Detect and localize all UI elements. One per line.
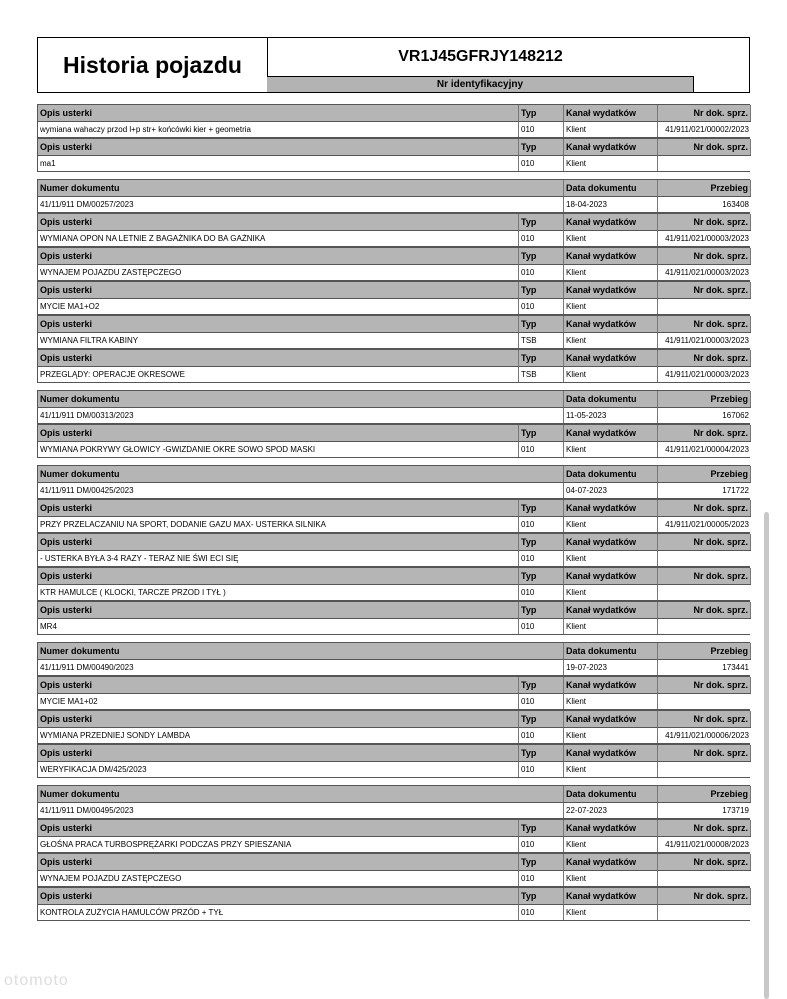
channel-header: Kanał wydatków bbox=[564, 105, 658, 121]
channel-value: Klient bbox=[564, 693, 658, 709]
fault-block bbox=[37, 104, 750, 138]
channel-value: Klient bbox=[564, 836, 658, 852]
channel-value: Klient bbox=[564, 441, 658, 457]
type-value: 010 bbox=[519, 230, 564, 246]
type-header: Typ bbox=[519, 105, 564, 121]
fault-desc-header: Opis usterki bbox=[38, 425, 519, 441]
sale-doc-value: 41/911/021/00006/2023 bbox=[658, 727, 751, 743]
fault-desc-value: WYMIANA FILTRA KABINY bbox=[38, 332, 519, 348]
fault-block bbox=[37, 533, 750, 567]
doc-date-value: 19-07-2023 bbox=[564, 659, 658, 675]
type-header: Typ bbox=[519, 745, 564, 761]
vin-number: VR1J45GFRJY148212 bbox=[398, 48, 563, 65]
doc-date-header: Data dokumentu bbox=[564, 643, 658, 659]
mileage-value: 163408 bbox=[658, 196, 751, 212]
channel-value: Klient bbox=[564, 332, 658, 348]
doc-number-header: Numer dokumentu bbox=[38, 786, 564, 802]
sale-doc-header: Nr dok. sprz. bbox=[658, 854, 751, 870]
fault-block bbox=[37, 710, 750, 744]
channel-header: Kanał wydatków bbox=[564, 568, 658, 584]
sale-doc-value bbox=[658, 761, 751, 777]
mileage-value: 167062 bbox=[658, 407, 751, 423]
channel-value: Klient bbox=[564, 298, 658, 314]
fault-desc-value: WYMIANA PRZEDNIEJ SONDY LAMBDA bbox=[38, 727, 519, 743]
sale-doc-value: 41/911/021/00005/2023 bbox=[658, 516, 751, 532]
channel-value: Klient bbox=[564, 264, 658, 280]
mileage-header: Przebieg bbox=[658, 180, 751, 196]
type-value: 010 bbox=[519, 550, 564, 566]
fault-desc-header: Opis usterki bbox=[38, 711, 519, 727]
fault-desc-value: WERYFIKACJA DM/425/2023 bbox=[38, 761, 519, 777]
sale-doc-header: Nr dok. sprz. bbox=[658, 139, 751, 155]
mileage-header: Przebieg bbox=[658, 466, 751, 482]
type-header: Typ bbox=[519, 214, 564, 230]
channel-value: Klient bbox=[564, 121, 658, 137]
sale-doc-header: Nr dok. sprz. bbox=[658, 316, 751, 332]
mileage-header: Przebieg bbox=[658, 786, 751, 802]
vin-label: Nr identyfikacyjny bbox=[267, 76, 694, 92]
fault-desc-header: Opis usterki bbox=[38, 745, 519, 761]
doc-number-value: 41/11/911 DM/00257/2023 bbox=[38, 196, 564, 212]
fault-desc-value: PRZY PRZELACZANIU NA SPORT, DODANIE GAZU MAX- USTERKA SILNIKA bbox=[38, 516, 519, 532]
doc-number-header: Numer dokumentu bbox=[38, 391, 564, 407]
document-block bbox=[37, 465, 750, 499]
channel-value: Klient bbox=[564, 550, 658, 566]
fault-block bbox=[37, 138, 750, 172]
watermark: otomoto bbox=[4, 972, 69, 989]
type-header: Typ bbox=[519, 350, 564, 366]
type-value: TSB bbox=[519, 332, 564, 348]
fault-block bbox=[37, 213, 750, 247]
channel-header: Kanał wydatków bbox=[564, 677, 658, 693]
type-value: 010 bbox=[519, 264, 564, 280]
channel-header: Kanał wydatków bbox=[564, 820, 658, 836]
channel-value: Klient bbox=[564, 761, 658, 777]
type-value: 010 bbox=[519, 516, 564, 532]
channel-header: Kanał wydatków bbox=[564, 425, 658, 441]
channel-header: Kanał wydatków bbox=[564, 282, 658, 298]
type-header: Typ bbox=[519, 820, 564, 836]
type-value: 010 bbox=[519, 727, 564, 743]
channel-header: Kanał wydatków bbox=[564, 602, 658, 618]
channel-header: Kanał wydatków bbox=[564, 854, 658, 870]
fault-desc-header: Opis usterki bbox=[38, 282, 519, 298]
sale-doc-value bbox=[658, 155, 751, 171]
type-header: Typ bbox=[519, 854, 564, 870]
fault-block bbox=[37, 853, 750, 887]
doc-number-value: 41/11/911 DM/00425/2023 bbox=[38, 482, 564, 498]
mileage-value: 173719 bbox=[658, 802, 751, 818]
document-block bbox=[37, 390, 750, 424]
fault-desc-header: Opis usterki bbox=[38, 248, 519, 264]
channel-header: Kanał wydatków bbox=[564, 214, 658, 230]
sale-doc-header: Nr dok. sprz. bbox=[658, 602, 751, 618]
type-header: Typ bbox=[519, 500, 564, 516]
fault-desc-value: wymiana wahaczy przod l+p str+ końcówki kier + geometria bbox=[38, 121, 519, 137]
type-header: Typ bbox=[519, 888, 564, 904]
doc-date-header: Data dokumentu bbox=[564, 466, 658, 482]
channel-value: Klient bbox=[564, 366, 658, 382]
sale-doc-header: Nr dok. sprz. bbox=[658, 214, 751, 230]
doc-number-value: 41/11/911 DM/00490/2023 bbox=[38, 659, 564, 675]
type-value: 010 bbox=[519, 693, 564, 709]
channel-header: Kanał wydatków bbox=[564, 500, 658, 516]
channel-value: Klient bbox=[564, 516, 658, 532]
channel-value: Klient bbox=[564, 727, 658, 743]
sale-doc-header: Nr dok. sprz. bbox=[658, 820, 751, 836]
sale-doc-value bbox=[658, 298, 751, 314]
channel-header: Kanał wydatków bbox=[564, 248, 658, 264]
sale-doc-value bbox=[658, 693, 751, 709]
fault-block bbox=[37, 567, 750, 601]
sale-doc-header: Nr dok. sprz. bbox=[658, 282, 751, 298]
sale-doc-header: Nr dok. sprz. bbox=[658, 425, 751, 441]
doc-number-header: Numer dokumentu bbox=[38, 643, 564, 659]
sale-doc-header: Nr dok. sprz. bbox=[658, 568, 751, 584]
fault-desc-value: WYNAJEM POJAZDU ZASTĘPCZEGO bbox=[38, 870, 519, 886]
sale-doc-header: Nr dok. sprz. bbox=[658, 500, 751, 516]
doc-date-value: 11-05-2023 bbox=[564, 407, 658, 423]
sale-doc-value bbox=[658, 618, 751, 634]
fault-desc-header: Opis usterki bbox=[38, 568, 519, 584]
type-header: Typ bbox=[519, 677, 564, 693]
type-value: 010 bbox=[519, 870, 564, 886]
type-header: Typ bbox=[519, 248, 564, 264]
mileage-header: Przebieg bbox=[658, 391, 751, 407]
fault-block bbox=[37, 744, 750, 778]
document-block bbox=[37, 642, 750, 676]
type-value: 010 bbox=[519, 618, 564, 634]
doc-date-value: 22-07-2023 bbox=[564, 802, 658, 818]
sale-doc-value bbox=[658, 870, 751, 886]
sale-doc-header: Nr dok. sprz. bbox=[658, 711, 751, 727]
fault-desc-value: MR4 bbox=[38, 618, 519, 634]
fault-block bbox=[37, 349, 750, 383]
fault-desc-value: GŁOŚNA PRACA TURBOSPRĘŻARKI PODCZAS PRZY SPIESZANIA bbox=[38, 836, 519, 852]
doc-date-value: 04-07-2023 bbox=[564, 482, 658, 498]
fault-block bbox=[37, 499, 750, 533]
page-title: Historia pojazdu bbox=[38, 38, 268, 92]
doc-number-value: 41/11/911 DM/00313/2023 bbox=[38, 407, 564, 423]
document-block bbox=[37, 785, 750, 819]
doc-date-header: Data dokumentu bbox=[564, 391, 658, 407]
type-header: Typ bbox=[519, 282, 564, 298]
channel-value: Klient bbox=[564, 155, 658, 171]
fault-desc-header: Opis usterki bbox=[38, 888, 519, 904]
fault-block bbox=[37, 281, 750, 315]
sale-doc-value bbox=[658, 550, 751, 566]
sale-doc-value bbox=[658, 904, 751, 920]
channel-value: Klient bbox=[564, 904, 658, 920]
fault-desc-value: MYCIE MA1+O2 bbox=[38, 298, 519, 314]
fault-desc-value: WYMIANA POKRYWY GŁOWICY -GWIZDANIE OKRE SOWO SPOD MASKI bbox=[38, 441, 519, 457]
fault-block bbox=[37, 601, 750, 635]
fault-desc-header: Opis usterki bbox=[38, 316, 519, 332]
type-header: Typ bbox=[519, 139, 564, 155]
channel-header: Kanał wydatków bbox=[564, 316, 658, 332]
sale-doc-value: 41/911/021/00004/2023 bbox=[658, 441, 751, 457]
fault-block bbox=[37, 676, 750, 710]
doc-date-value: 18-04-2023 bbox=[564, 196, 658, 212]
type-value: 010 bbox=[519, 155, 564, 171]
type-value: 010 bbox=[519, 441, 564, 457]
fault-desc-value: ma1 bbox=[38, 155, 519, 171]
channel-header: Kanał wydatków bbox=[564, 888, 658, 904]
channel-header: Kanał wydatków bbox=[564, 534, 658, 550]
fault-desc-header: Opis usterki bbox=[38, 854, 519, 870]
sale-doc-header: Nr dok. sprz. bbox=[658, 350, 751, 366]
sale-doc-value: 41/911/021/00008/2023 bbox=[658, 836, 751, 852]
sale-doc-value: 41/911/021/00003/2023 bbox=[658, 230, 751, 246]
fault-desc-value: MYCIE MA1+02 bbox=[38, 693, 519, 709]
doc-number-header: Numer dokumentu bbox=[38, 180, 564, 196]
fault-block bbox=[37, 247, 750, 281]
doc-date-header: Data dokumentu bbox=[564, 786, 658, 802]
fault-desc-header: Opis usterki bbox=[38, 105, 519, 121]
type-header: Typ bbox=[519, 602, 564, 618]
fault-desc-header: Opis usterki bbox=[38, 677, 519, 693]
sale-doc-value bbox=[658, 584, 751, 600]
scrollbar[interactable] bbox=[764, 512, 769, 999]
fault-desc-header: Opis usterki bbox=[38, 820, 519, 836]
sale-doc-header: Nr dok. sprz. bbox=[658, 534, 751, 550]
type-value: 010 bbox=[519, 836, 564, 852]
fault-desc-header: Opis usterki bbox=[38, 350, 519, 366]
type-value: 010 bbox=[519, 298, 564, 314]
channel-value: Klient bbox=[564, 870, 658, 886]
type-value: 010 bbox=[519, 761, 564, 777]
sale-doc-header: Nr dok. sprz. bbox=[658, 105, 751, 121]
fault-desc-value: PRZEGLĄDY: OPERACJE OKRESOWE bbox=[38, 366, 519, 382]
mileage-header: Przebieg bbox=[658, 643, 751, 659]
sale-doc-value: 41/911/021/00002/2023 bbox=[658, 121, 751, 137]
mileage-value: 171722 bbox=[658, 482, 751, 498]
doc-date-header: Data dokumentu bbox=[564, 180, 658, 196]
fault-desc-value: WYNAJEM POJAZDU ZASTĘPCZEGO bbox=[38, 264, 519, 280]
type-value: 010 bbox=[519, 121, 564, 137]
channel-header: Kanał wydatków bbox=[564, 350, 658, 366]
sale-doc-header: Nr dok. sprz. bbox=[658, 888, 751, 904]
channel-header: Kanał wydatków bbox=[564, 711, 658, 727]
fault-desc-header: Opis usterki bbox=[38, 214, 519, 230]
doc-number-value: 41/11/911 DM/00495/2023 bbox=[38, 802, 564, 818]
type-value: 010 bbox=[519, 584, 564, 600]
type-header: Typ bbox=[519, 568, 564, 584]
type-value: TSB bbox=[519, 366, 564, 382]
channel-value: Klient bbox=[564, 618, 658, 634]
fault-desc-header: Opis usterki bbox=[38, 500, 519, 516]
mileage-value: 173441 bbox=[658, 659, 751, 675]
channel-value: Klient bbox=[564, 584, 658, 600]
document-block bbox=[37, 179, 750, 213]
sale-doc-value: 41/911/021/00003/2023 bbox=[658, 264, 751, 280]
sale-doc-header: Nr dok. sprz. bbox=[658, 677, 751, 693]
type-header: Typ bbox=[519, 711, 564, 727]
type-header: Typ bbox=[519, 534, 564, 550]
channel-header: Kanał wydatków bbox=[564, 745, 658, 761]
history-list bbox=[37, 104, 750, 921]
fault-desc-value: WYMIANA OPON NA LETNIE Z BAGAŻNIKA DO BA GAŻNIKA bbox=[38, 230, 519, 246]
sale-doc-header: Nr dok. sprz. bbox=[658, 248, 751, 264]
fault-block bbox=[37, 887, 750, 921]
sale-doc-header: Nr dok. sprz. bbox=[658, 745, 751, 761]
fault-desc-header: Opis usterki bbox=[38, 139, 519, 155]
fault-desc-value: KONTROLA ZUŻYCIA HAMULCÓW PRZÓD + TYŁ bbox=[38, 904, 519, 920]
type-value: 010 bbox=[519, 904, 564, 920]
fault-desc-header: Opis usterki bbox=[38, 534, 519, 550]
fault-block bbox=[37, 819, 750, 853]
channel-value: Klient bbox=[564, 230, 658, 246]
fault-block bbox=[37, 315, 750, 349]
header-box bbox=[37, 37, 750, 93]
doc-number-header: Numer dokumentu bbox=[38, 466, 564, 482]
fault-block bbox=[37, 424, 750, 458]
sale-doc-value: 41/911/021/00003/2023 bbox=[658, 366, 751, 382]
channel-header: Kanał wydatków bbox=[564, 139, 658, 155]
fault-desc-header: Opis usterki bbox=[38, 602, 519, 618]
fault-desc-value: - USTERKA BYŁA 3-4 RAZY - TERAZ NIE ŚWI ECI SIĘ bbox=[38, 550, 519, 566]
type-header: Typ bbox=[519, 316, 564, 332]
fault-desc-value: KTR HAMULCE ( KLOCKI, TARCZE PRZOD I TYŁ ) bbox=[38, 584, 519, 600]
sale-doc-value: 41/911/021/00003/2023 bbox=[658, 332, 751, 348]
type-header: Typ bbox=[519, 425, 564, 441]
